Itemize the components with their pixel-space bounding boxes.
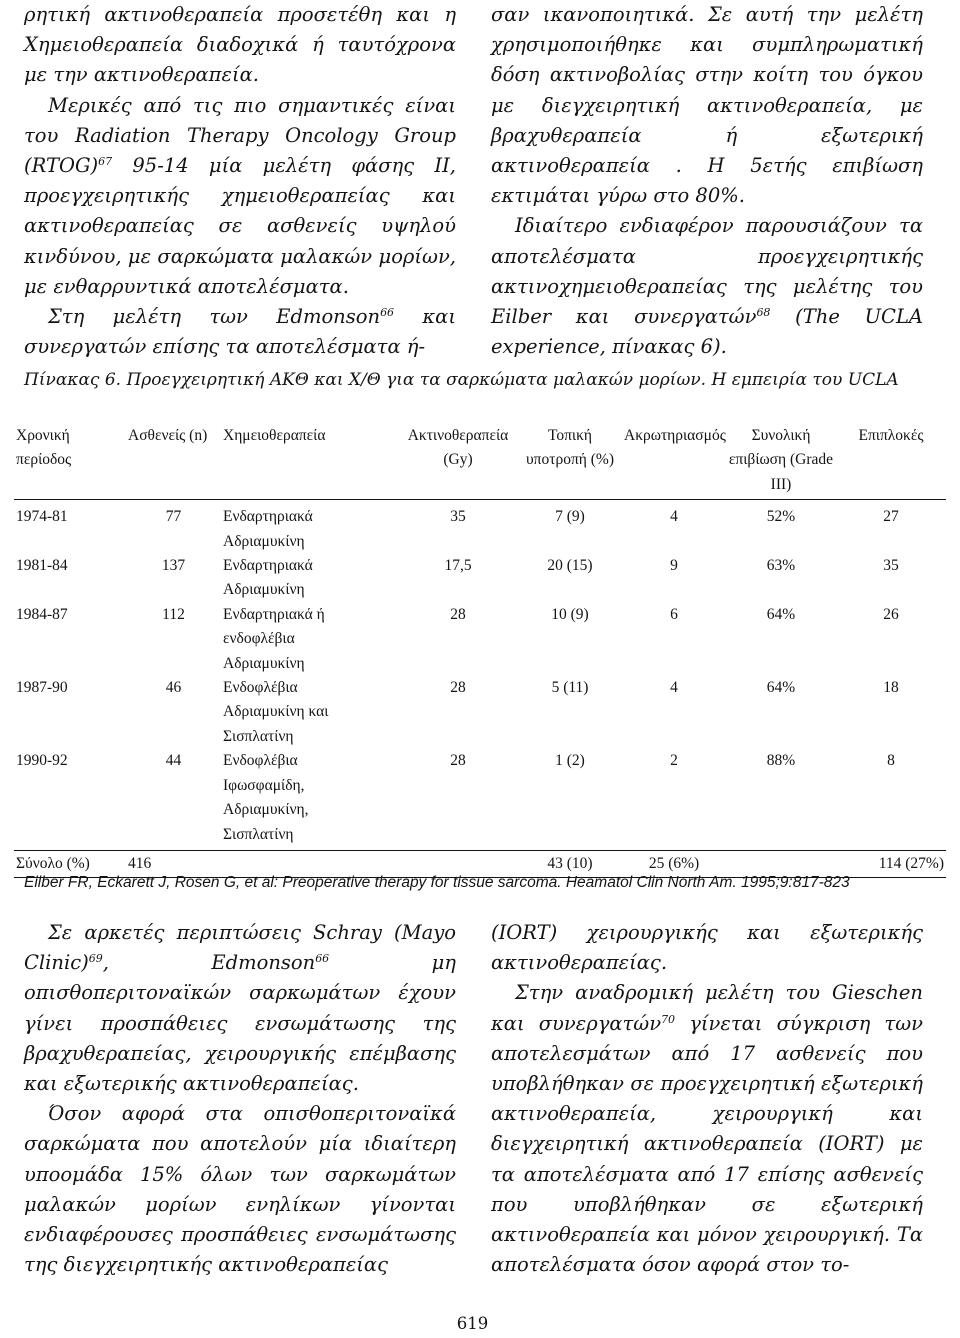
header-survival: Συνολική επιβίωση (Grade III) bbox=[728, 427, 834, 493]
cell-complications: 35 bbox=[883, 557, 899, 575]
cell-chemotherapy: Ενδαρτηριακά Αδριαμυκίνη bbox=[223, 508, 313, 550]
reference-number: 67 bbox=[98, 155, 113, 169]
header-amputations: Ακρωτηριασμός bbox=[624, 427, 726, 444]
text-run: μη οπισθοπεριτοναϊκών σαρκωμάτων έχουν γίνει προσπάθειες ενσωμάτωσης της βραχυθεραπείας, χειρουργικής επέμβασης και εξωτερικής ακτινοθεραπείας. bbox=[24, 951, 456, 1096]
cell-complications: 18 bbox=[883, 679, 899, 697]
cell-amputations: 6 bbox=[670, 605, 678, 623]
cell-complications: 26 bbox=[883, 605, 899, 623]
paragraph bbox=[24, 91, 456, 302]
header-period: Χρονική περίοδος bbox=[16, 427, 72, 469]
header-chemotherapy: Χημειοθεραπεία bbox=[223, 427, 326, 444]
text-run: και συνεργατών επίσης τα αποτελέσματα ή- bbox=[24, 305, 456, 359]
top-left-column bbox=[24, 0, 456, 362]
reference-number: 66 bbox=[380, 306, 395, 320]
cell-survival: 52% bbox=[766, 508, 796, 526]
bottom-left-column bbox=[24, 918, 456, 1280]
cell-patients: 137 bbox=[161, 557, 186, 575]
reference-number: 68 bbox=[756, 306, 771, 320]
table-source: Eilber FR, Eckarett J, Rosen G, et al: Preoperative therapy for tissue sarcoma. Heamatol Clin North Am. 1995;9:817-823 bbox=[24, 874, 850, 891]
total-complications: 114 (27%) bbox=[878, 854, 944, 872]
cell-survival: 64% bbox=[766, 605, 796, 623]
total-local-recurrence: 43 (10) bbox=[547, 854, 593, 872]
paragraph: (IORT) χειρουργικής και εξωτερικής ακτινοθεραπείας. bbox=[491, 921, 923, 975]
total-label: Σύνολο (%) bbox=[16, 854, 90, 872]
cell-complications: 8 bbox=[887, 752, 895, 770]
table-row bbox=[14, 500, 946, 554]
reference-number: 69 bbox=[88, 952, 103, 966]
header-local-recurrence: Τοπική υποτροπή (%) bbox=[525, 427, 614, 469]
text-run: Σε αρκετές περιπτώσεις Schray (Mayo Clinic) bbox=[24, 921, 456, 975]
cell-radiation: 35 bbox=[450, 508, 466, 526]
paragraph: Όσον αφορά στα οπισθοπεριτοναϊκά σαρκώματα που αποτελούν μία ιδιαίτερη υποομάδα 15% όλων των σαρκωμάτων μαλακών μορίων ενηλίκων γίνονται ενδιαφέρουσες προσπάθειες ενσωμάτωσης της διεγχειρητικής ακτινοθεραπείας bbox=[24, 1102, 456, 1277]
total-patients: 416 bbox=[128, 854, 152, 872]
cell-radiation: 17,5 bbox=[444, 557, 472, 575]
paragraph bbox=[491, 978, 923, 1280]
cell-chemotherapy: Ενδοφλέβια Αδριαμυκίνη και Σισπλατίνη bbox=[223, 679, 329, 745]
text-run: Στη μελέτη των Edmonson bbox=[48, 305, 381, 329]
reference-number: 66 bbox=[315, 952, 330, 966]
cell-local-recurrence: 5 (11) bbox=[551, 679, 589, 697]
cell-patients: 46 bbox=[165, 679, 182, 697]
reference-number: 70 bbox=[661, 1012, 676, 1026]
text-run: (The UCLA experience, πίνακας 6). bbox=[491, 305, 923, 359]
cell-local-recurrence: 1 (2) bbox=[555, 752, 585, 770]
cell-survival: 88% bbox=[766, 752, 796, 770]
text-run: 95-14 μία μελέτη φάσης ΙΙ, προεγχειρητικής χημειοθεραπείας και ακτινοθεραπείας σε ασθενείς υψηλού κινδύνου, με σαρκώματα μαλακών μορίων, με ενθαρρυντικά αποτελέσματα. bbox=[24, 154, 456, 298]
table-caption: Πίνακας 6. Προεγχειρητική ΑΚΘ και Χ/Θ για τα σαρκώματα μαλακών μορίων. Η εμπειρία του UCLA bbox=[24, 370, 899, 390]
cell-patients: 44 bbox=[165, 752, 182, 770]
cell-complications: 27 bbox=[883, 508, 899, 526]
page-number: 619 bbox=[456, 1314, 489, 1333]
paragraph bbox=[24, 302, 456, 362]
text-run: , Edmonson bbox=[102, 951, 316, 975]
paragraph bbox=[24, 918, 456, 1099]
cell-amputations: 2 bbox=[670, 752, 678, 770]
cell-patients: 77 bbox=[165, 508, 182, 526]
cell-local-recurrence: 10 (9) bbox=[551, 605, 589, 623]
table-row bbox=[14, 676, 946, 749]
header-patients: Ασθενείς (n) bbox=[128, 427, 208, 444]
text-run: Ιδιαίτερο ενδιαφέρον παρουσιάζουν τα αποτελέσματα προεγχειρητικής ακτινοχημειοθεραπείας της μελέτης του Eilber και συνεργατών bbox=[491, 214, 923, 329]
cell-local-recurrence: 20 (15) bbox=[547, 557, 593, 575]
cell-period: 1987-90 bbox=[16, 679, 68, 697]
cell-radiation: 28 bbox=[450, 752, 466, 770]
cell-period: 1984-87 bbox=[16, 605, 68, 623]
cell-chemotherapy: Ενδοφλέβια Ιφωσφαμίδη, Αδριαμυκίνη, Σισπλατίνη bbox=[223, 752, 309, 843]
table-header-row bbox=[14, 422, 946, 500]
cell-amputations: 4 bbox=[670, 508, 678, 526]
paragraph: ρητική ακτινοθεραπεία προσετέθη και η Χημειοθεραπεία διαδοχικά ή ταυτόχρονα με την ακτινοθεραπεία. bbox=[24, 3, 456, 87]
cell-radiation: 28 bbox=[450, 605, 466, 623]
cell-radiation: 28 bbox=[450, 679, 466, 697]
table-row bbox=[14, 749, 946, 850]
top-right-column bbox=[491, 0, 923, 362]
cell-local-recurrence: 7 (9) bbox=[555, 508, 585, 526]
cell-survival: 63% bbox=[766, 557, 796, 575]
text-run: γίνεται σύγκριση των αποτελεσμάτων από 17 ασθενείς που υποβλήθηκαν σε προεγχειρητική εξωτερική ακτινοθεραπεία, χειρουργική και διεγχειρητική ακτινοθεραπεία (IORT) με τα αποτελέσματα από 17 επίσης ασθενείς που υποβλήθηκαν σε εξωτερική ακτινοθεραπεία και μόνον χειρουργική. Τα αποτελέσματα όσον αφορά στον το- bbox=[491, 1011, 923, 1277]
cell-survival: 64% bbox=[766, 679, 796, 697]
paragraph bbox=[491, 211, 923, 362]
header-radiation: Ακτινοθεραπεία (Gy) bbox=[407, 427, 509, 469]
text-run: Μερικές από τις πιο σημαντικές είναι του Radiation Therapy Oncology Group (RTOG) bbox=[24, 93, 456, 178]
cell-amputations: 4 bbox=[670, 679, 678, 697]
paragraph: σαν ικανοποιητικά. Σε αυτή την μελέτη χρησιμοποιήθηκε και συμπληρωματική δόση ακτινοβολίας στην κοίτη του όγκου με διεγχειρητική ακτινοθεραπεία, με βραχυθεραπεία ή εξωτερική ακτινοθεραπεία . Η 5ετής επιβίωση εκτιμάται γύρω στο 80%. bbox=[491, 3, 923, 208]
cell-period: 1981-84 bbox=[16, 557, 68, 575]
cell-chemotherapy: Ενδαρτηριακά Αδριαμυκίνη bbox=[223, 557, 313, 599]
bottom-right-column bbox=[491, 918, 923, 1280]
total-amputations: 25 (6%) bbox=[648, 854, 700, 872]
results-table bbox=[14, 422, 946, 878]
table-row bbox=[14, 603, 946, 676]
cell-patients: 112 bbox=[162, 605, 185, 623]
cell-amputations: 9 bbox=[670, 557, 678, 575]
cell-chemotherapy: Ενδαρτηριακά ή ενδοφλέβια Αδριαμυκίνη bbox=[223, 605, 325, 672]
text-run: Στην αναδρομική μελέτη του Gieschen και συνεργατών bbox=[491, 981, 923, 1035]
cell-period: 1990-92 bbox=[16, 752, 68, 770]
cell-period: 1974-81 bbox=[16, 508, 68, 526]
table-row bbox=[14, 554, 946, 603]
header-complications: Επιπλοκές bbox=[858, 427, 924, 444]
